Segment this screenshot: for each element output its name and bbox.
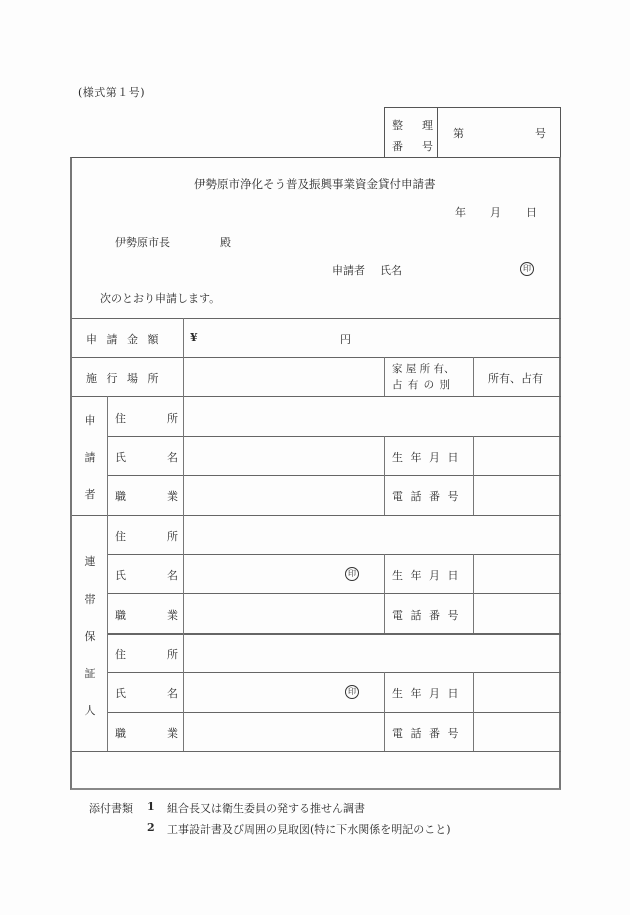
- divider: [384, 554, 385, 633]
- seal-icon: 印: [520, 262, 534, 276]
- divider: [107, 475, 561, 476]
- guarantor2-address-label-2: 所: [167, 648, 178, 661]
- honorific: 殿: [220, 236, 231, 249]
- group-label-char: 申: [84, 414, 96, 427]
- divider: [72, 515, 561, 516]
- group-label-char: 保: [84, 630, 96, 643]
- guarantor2-birthdate-label: 生 年 月 日: [392, 687, 461, 700]
- applicant-label: 申請者: [332, 264, 365, 277]
- guarantor-occupation-label-1: 職: [115, 609, 126, 622]
- applicant-occupation-label-1: 職: [115, 490, 126, 503]
- ownership-label-line2: 占 有 の 別: [392, 379, 452, 391]
- site-label: 施 行 場 所: [86, 372, 162, 385]
- date-day: 日: [526, 206, 537, 219]
- attachments-label: 添付書類: [89, 802, 133, 815]
- divider: [384, 436, 385, 515]
- form-number: (様式第１号): [78, 86, 146, 99]
- ownership-label-line1: 家 屋 所 有、: [392, 363, 455, 375]
- date-year: 年: [455, 206, 466, 219]
- attachment-number: 1: [147, 800, 155, 813]
- reference-suffix: 号: [535, 127, 546, 140]
- reference-number-box: [384, 107, 561, 157]
- guarantor-name-label-2: 名: [167, 569, 178, 582]
- applicant-name-label-1: 氏: [115, 451, 126, 464]
- applicant-birthdate-label: 生 年 月 日: [392, 451, 461, 464]
- guarantor-phone-label: 電 話 番 号: [392, 609, 461, 622]
- attachment-text: 組合長又は衛生委員の発する推せん調書: [167, 802, 365, 815]
- divider: [107, 554, 561, 555]
- applicant-group-label: [83, 396, 97, 515]
- group-label-char: 者: [84, 488, 96, 501]
- attachment-text: 工事設計書及び周囲の見取図(特に下水関係を明記のこと): [167, 823, 451, 836]
- divider: [72, 751, 561, 752]
- guarantor2-name-label-1: 氏: [115, 687, 126, 700]
- attachment-number: 2: [147, 821, 155, 834]
- guarantor-group-label: [83, 515, 97, 751]
- guarantor2-address-label-1: 住: [115, 648, 126, 661]
- amount-label: 申 請 金 額: [86, 333, 162, 346]
- guarantor-address-label-1: 住: [115, 530, 126, 543]
- applicant-address-label-2: 所: [167, 412, 178, 425]
- divider: [183, 318, 184, 751]
- applicant-phone-label: 電 話 番 号: [392, 490, 461, 503]
- ref-label-char: 整: [392, 119, 403, 132]
- applicant-name-label-2: 名: [167, 451, 178, 464]
- divider: [107, 672, 561, 673]
- application-form-table: [70, 157, 561, 790]
- guarantor2-occupation-label-1: 職: [115, 727, 126, 740]
- reference-prefix: 第: [453, 127, 464, 140]
- applicant-occupation-label-2: 業: [167, 490, 178, 503]
- divider: [72, 396, 561, 397]
- divider: [384, 357, 385, 396]
- guarantor-occupation-label-2: 業: [167, 609, 178, 622]
- divider: [107, 633, 561, 635]
- guarantor2-name-label-2: 名: [167, 687, 178, 700]
- seal-icon: 印: [345, 685, 359, 699]
- date-month: 月: [490, 206, 501, 219]
- divider: [107, 396, 108, 751]
- divider: [72, 318, 561, 319]
- group-label-char: 人: [84, 704, 96, 717]
- yen-unit[interactable]: 円: [340, 333, 351, 346]
- group-label-char: 請: [84, 451, 96, 464]
- applicant-address-label-1: 住: [115, 412, 126, 425]
- statement: 次のとおり申請します。: [100, 292, 221, 305]
- group-label-char: 帯: [84, 593, 96, 606]
- group-label-char: 証: [84, 667, 96, 680]
- guarantor-address-label-2: 所: [167, 530, 178, 543]
- guarantor-name-label-1: 氏: [115, 569, 126, 582]
- ownership-value[interactable]: 所有、占有: [488, 372, 543, 385]
- reference-number-label: [385, 108, 438, 158]
- yen-symbol: ¥: [190, 331, 198, 344]
- ref-label-char: 理: [422, 119, 433, 132]
- divider: [107, 712, 561, 713]
- divider: [107, 593, 561, 594]
- guarantor2-occupation-label-2: 業: [167, 727, 178, 740]
- divider: [384, 672, 385, 751]
- applicant-name-label: 氏名: [380, 264, 402, 277]
- seal-icon: 印: [345, 567, 359, 581]
- divider: [473, 672, 474, 751]
- addressee: 伊勢原市長: [115, 236, 170, 249]
- divider: [473, 357, 474, 396]
- form-title: 伊勢原市浄化そう普及振興事業資金貸付申請書: [194, 177, 436, 191]
- group-label-char: 連: [84, 555, 96, 568]
- guarantor-birthdate-label: 生 年 月 日: [392, 569, 461, 582]
- divider: [107, 436, 561, 437]
- ref-label-char: 番: [392, 140, 403, 153]
- guarantor2-phone-label: 電 話 番 号: [392, 727, 461, 740]
- divider: [473, 436, 474, 515]
- divider: [473, 554, 474, 633]
- divider: [72, 357, 561, 358]
- ref-label-char: 号: [422, 140, 433, 153]
